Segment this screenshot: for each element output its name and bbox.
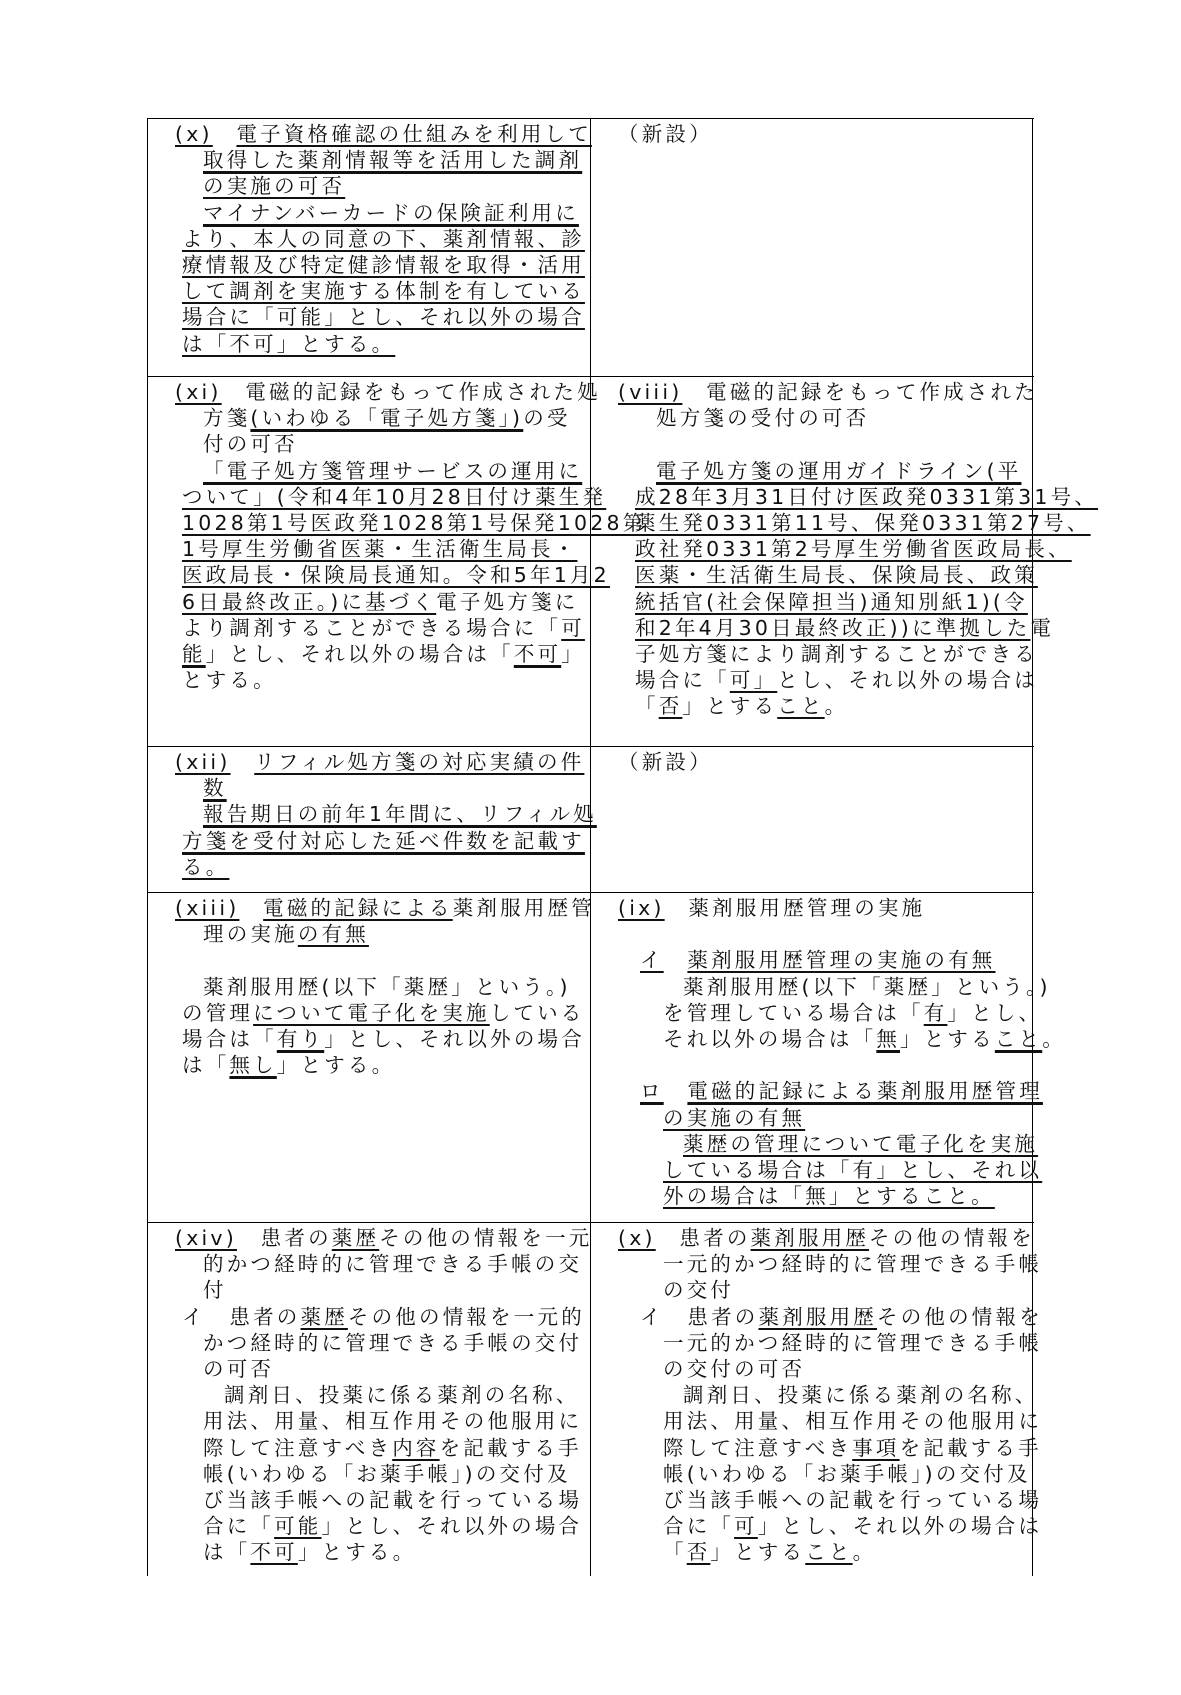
text-segment: 調剤日、投薬に係る薬剤の名称、 [224,1383,580,1408]
text-segment: 「 [663,1540,687,1565]
text-line [182,640,585,668]
underlined-text: 事項 [852,1435,900,1460]
text-line [203,1407,582,1435]
underlined-text: 可」 [729,668,778,693]
underlined-text: る。 [182,854,230,879]
text-segment: その他の情報を一元 [379,1226,593,1250]
underlined-text: 有り [276,1027,325,1051]
text-segment: 」とし、それ以外の場合は「 [205,642,514,666]
text-segment: 「 [635,694,659,719]
underlined-text: 否 [686,1540,711,1565]
underlined-text: 医薬・生活衛生局長、保険局長、政策 [635,563,1038,588]
text-segment: び当該手帳への記載を行っている場 [663,1488,1043,1512]
text-line [175,748,584,776]
text-line [618,1224,1035,1252]
text-segment: び当該手帳への記載を行っている場 [203,1488,583,1512]
text-line [203,920,369,948]
underlined-text: イ [640,948,664,973]
text-line [175,1224,593,1252]
text-line [656,404,869,432]
underlined-text: 「電子処方箋管理サービスの運用に [203,458,583,483]
underlined-text: 方箋を受付対応した延べ件数を記載す [182,828,585,853]
text-segment: を記載する手 [439,1435,582,1460]
underlined-text: 可 [561,615,585,640]
underlined-text: 無 [876,1027,901,1051]
underlined-text: している場合は「有」とし、それ以 [663,1158,1043,1182]
text-line [203,1276,227,1304]
text-line [683,1381,1039,1409]
text-segment: それ以外の場合は「 [663,1027,877,1051]
text-segment: 」とし、それ以外の場合は [757,1514,1043,1539]
text-line [203,172,345,200]
text-line [663,1182,995,1210]
text-line [182,1051,395,1079]
underlined-text: 薬生発0331第11号、保発0331第27号、 [635,511,1091,535]
underlined-text: 有 [923,1000,948,1025]
text-segment: の管理 [182,1000,254,1025]
underlined-text: こと [777,694,825,719]
text-segment: 」とする [900,1027,995,1051]
text-line [663,1276,734,1304]
text-segment: 調剤日、投薬に係る薬剤の名称、 [683,1383,1039,1408]
underlined-text: 1028第1号医政発1028第1号保発1028第 [182,511,647,535]
underlined-text: 和2年4月30日最終改正))に準拠した [635,615,1031,640]
underlined-text: 薬剤服用歴 [758,1304,877,1329]
text-line [182,509,646,537]
text-line [203,1486,582,1514]
text-segment [231,750,255,774]
text-line [663,1025,1066,1053]
text-line [203,1250,582,1278]
text-segment: 付の可否 [203,432,298,457]
text-segment: その他の情報を [877,1304,1043,1329]
text-line [182,853,229,881]
text-line [203,774,227,802]
text-segment: 」とする [682,694,778,719]
text-segment: 患者の [655,1226,751,1250]
text-line [224,1381,580,1409]
text-segment: 合に「 [203,1514,275,1539]
text-line [618,120,713,148]
revised-text-cell [147,893,595,1222]
text-line [203,800,597,828]
underlined-text: 6日最終改正。)に基づく [182,589,437,614]
text-segment: を管理している場合は「 [663,1000,924,1025]
text-line [663,999,1042,1027]
text-line [182,561,610,589]
text-segment: の可否 [203,1357,275,1381]
text-line [635,666,1038,694]
text-segment [239,896,263,920]
underlined-text: 電磁的記録による [263,896,453,920]
text-line [203,1329,582,1357]
text-line [635,692,848,720]
text-line [182,827,585,855]
text-segment: 一元的かつ経時的に管理できる手帳 [663,1252,1043,1277]
text-line [182,535,577,563]
underlined-text: 可能 [274,1514,322,1539]
comparison-table [147,118,1099,1576]
underlined-text: の有無 [297,922,369,947]
text-segment: 。 [1042,1027,1066,1051]
text-line [175,120,592,148]
text-line [663,1512,1042,1540]
text-segment: を記載する手 [899,1435,1042,1460]
text-segment: 理の実施 [203,922,298,947]
underlined-text: 取得した薬剤情報等を活用した調剤 [203,148,583,173]
underlined-text: (x) [175,122,213,146]
text-line [182,1303,585,1331]
text-segment: 電磁的記録をもって作成された処 [221,380,601,404]
text-segment: 薬剤服用歴管 [452,896,595,920]
text-line [663,1104,805,1132]
underlined-text: について電子化を実施 [253,1000,490,1025]
text-segment: 帳(いわゆる「お薬手帳」)の交付及 [203,1461,571,1486]
text-line [663,1156,1042,1184]
text-line [175,894,595,922]
text-segment: 電子処方箋に [436,589,579,614]
current-text-cell [590,747,1033,892]
text-line [182,225,585,253]
text-segment: 用法、用量、相互作用その他服用に [203,1409,583,1434]
text-line [635,483,1098,511]
underlined-text: 薬歴の管理について電子化を実施 [683,1131,1039,1156]
text-line [182,303,585,331]
underlined-text: して調剤を実施する体制を有している [182,279,585,304]
underlined-text: (viii) [618,380,683,404]
underlined-text: こと [805,1540,853,1565]
text-segment: の交付 [663,1278,735,1303]
underlined-text: 医政局長・保険局長通知。令和5年1月2 [182,563,610,588]
underlined-text: 政社発0331第2号厚生労働省医政局長、 [635,537,1072,562]
underlined-text: 内容 [392,1435,440,1460]
underlined-text: 電子処方箋の運用ガイドライン(平 [656,458,1022,483]
underlined-text: ロ [640,1079,664,1104]
text-segment: 薬剤服用歴管理の実施 [664,896,926,920]
current-text-cell [590,119,1033,376]
revised-text-cell [147,377,647,746]
text-line [663,1407,1042,1435]
text-segment: している [489,1000,585,1025]
text-segment: イ 患者の [182,1304,301,1329]
text-segment [664,1079,688,1103]
text-line [663,1355,805,1383]
underlined-text: 薬剤服用歴管理の実施の有無 [687,948,996,973]
underlined-text: 電磁的記録による薬剤服用歴管理 [687,1079,1043,1104]
underlined-text: (ix) [618,896,665,920]
text-line [635,509,1091,537]
text-segment: 薬剤服用歴(以下「薬歴」という。) [203,974,571,999]
text-line [640,1077,1043,1105]
text-segment [213,122,237,146]
text-segment: 」とする。 [297,1540,417,1565]
text-line [640,946,996,974]
text-line [663,1434,1042,1462]
text-segment: 電 [1030,615,1055,640]
text-line [182,251,585,279]
text-line [182,277,585,305]
table-row [147,746,1034,892]
text-line [203,1512,582,1540]
underlined-text: 外の場合は「無」とすること。 [663,1184,995,1209]
text-line [635,614,1054,642]
current-text-cell [590,1223,1043,1576]
text-segment: とし、それ以外の場合は [777,668,1038,693]
underlined-text: 数 [203,776,227,801]
underlined-text: (xi) [175,380,222,404]
text-line [683,1130,1038,1158]
text-line [203,404,571,432]
underlined-text: ついて」(令和4年10月28日付け薬生発 [182,484,607,509]
text-segment: の交付の可否 [663,1357,806,1381]
text-line [656,457,1021,485]
text-line [663,1250,1042,1278]
text-segment: 患者の [236,1226,332,1250]
underlined-text: (xiv) [175,1226,237,1250]
underlined-text: 1号厚生労働省医薬・生活衛生局長・ [182,537,578,562]
text-segment: 」とし、それ以外の場合 [324,1027,585,1051]
revised-text-cell [147,747,597,892]
text-line [182,614,585,642]
revised-text-cell [147,1223,593,1576]
text-line [663,1538,876,1566]
text-line [182,666,277,694]
text-segment: 」とする。 [276,1053,396,1078]
text-line [618,378,1038,406]
text-line [640,1303,1043,1331]
text-line [663,1486,1042,1514]
text-segment: 。 [824,694,849,719]
underlined-text: 薬歴 [300,1304,348,1329]
underlined-text: (xii) [175,750,231,774]
text-segment: 一元的かつ経時的に管理できる手帳 [663,1330,1043,1355]
text-segment: （新設） [618,750,713,774]
text-line [182,483,606,511]
underlined-text: より、本人の同意の下、薬剤情報、診 [182,226,585,251]
text-line [635,535,1072,563]
text-segment: 処方箋の受付の可否 [656,406,870,431]
text-line [203,973,571,1001]
text-segment: は「 [203,1540,251,1565]
text-segment: （新設） [618,122,713,146]
text-line [635,561,1038,589]
text-segment: 」 [561,642,585,666]
text-line [683,973,1051,1001]
underlined-text: 療情報及び特定健診情報を取得・活用 [182,253,585,277]
underlined-text: 否 [658,694,683,719]
underlined-text: リフィル処方箋の対応実績の件 [254,750,585,774]
text-line [635,588,1028,616]
text-line [175,378,601,406]
text-segment: 」とし、 [947,1000,1043,1025]
text-line [618,894,925,922]
underlined-text: (x) [618,1226,656,1250]
text-line [635,640,1038,668]
text-segment: 際して注意すべき [663,1435,853,1460]
underlined-text: の実施の可否 [203,174,346,199]
table-row [147,376,1099,746]
text-segment: 場合は「 [182,1027,277,1051]
text-line [182,999,585,1027]
underlined-text: マイナンバーカードの保険証利用に [203,200,579,225]
underlined-text: (xiii) [175,896,240,920]
text-segment: 場合に「 [635,668,730,693]
text-segment: 薬剤服用歴(以下「薬歴」という。) [683,974,1051,999]
text-line [203,146,582,174]
text-line [182,1025,585,1053]
text-segment: 電磁的記録をもって作成された [682,380,1038,404]
table-row [147,892,1066,1222]
underlined-text: は「不可」とする。 [182,331,396,356]
text-line [203,199,579,227]
text-segment: 際して注意すべき [203,1435,393,1460]
current-text-cell [590,893,1066,1222]
text-segment [664,948,688,972]
current-text-cell [590,377,1099,746]
underlined-text: 電子資格確認の仕組みを利用して [236,122,592,146]
text-line [663,1460,1031,1488]
underlined-text: 報告期日の前年1年間に、リフィル処 [203,802,597,827]
text-line [663,1329,1042,1357]
text-line [618,748,713,776]
text-segment: かつ経時的に管理できる手帳の交付 [203,1330,583,1355]
underlined-text: 成28年3月31日付け医政発0331第31号、 [635,484,1099,509]
underlined-text: 無し [229,1053,277,1078]
text-segment: の受 [523,406,571,431]
text-line [203,1434,582,1462]
text-line [203,1355,274,1383]
text-segment: 」とする [710,1540,806,1565]
text-segment: 子処方箋により調剤することができる [635,642,1038,666]
text-line [203,430,298,458]
text-segment: イ 患者の [640,1304,759,1329]
text-segment: 。 [852,1540,877,1565]
text-line [182,588,578,616]
text-segment: 方箋 [203,406,251,431]
underlined-text: 不可 [513,642,562,666]
underlined-text: 薬歴 [331,1226,380,1250]
text-segment: その他の情報を一元的 [347,1304,585,1329]
underlined-text: 可 [734,1514,758,1539]
text-segment: は「 [182,1053,230,1078]
table-row [147,1222,1043,1576]
text-segment: 帳(いわゆる「お薬手帳」)の交付及 [663,1461,1031,1486]
underlined-text: (いわゆる「電子処方箋」) [250,406,524,431]
text-line [203,1538,416,1566]
text-segment: とする。 [182,668,277,693]
underlined-text: こと [994,1027,1043,1051]
underlined-text: 統括官(社会保障担当)通知別紙1)(令 [635,589,1028,614]
text-line [203,1460,571,1488]
revised-text-cell [147,119,590,376]
table-row [147,118,1034,376]
underlined-text: 薬剤服用歴 [750,1226,870,1250]
text-segment: 用法、用量、相互作用その他服用に [663,1409,1043,1434]
underlined-text: 場合に「可能」とし、それ以外の場合 [182,305,585,330]
text-segment: 合に「 [663,1514,735,1539]
text-segment: 」とし、それ以外の場合 [321,1514,583,1539]
text-line [203,457,582,485]
text-segment: 付 [203,1278,227,1303]
underlined-text: の実施の有無 [663,1105,806,1130]
text-segment: 的かつ経時的に管理できる手帳の交 [203,1252,583,1277]
text-segment: より調剤することができる場合に「 [182,615,562,640]
underlined-text: 不可 [250,1540,298,1565]
underlined-text: 能 [182,642,206,666]
text-line [182,330,395,358]
text-segment: その他の情報を [869,1226,1035,1250]
